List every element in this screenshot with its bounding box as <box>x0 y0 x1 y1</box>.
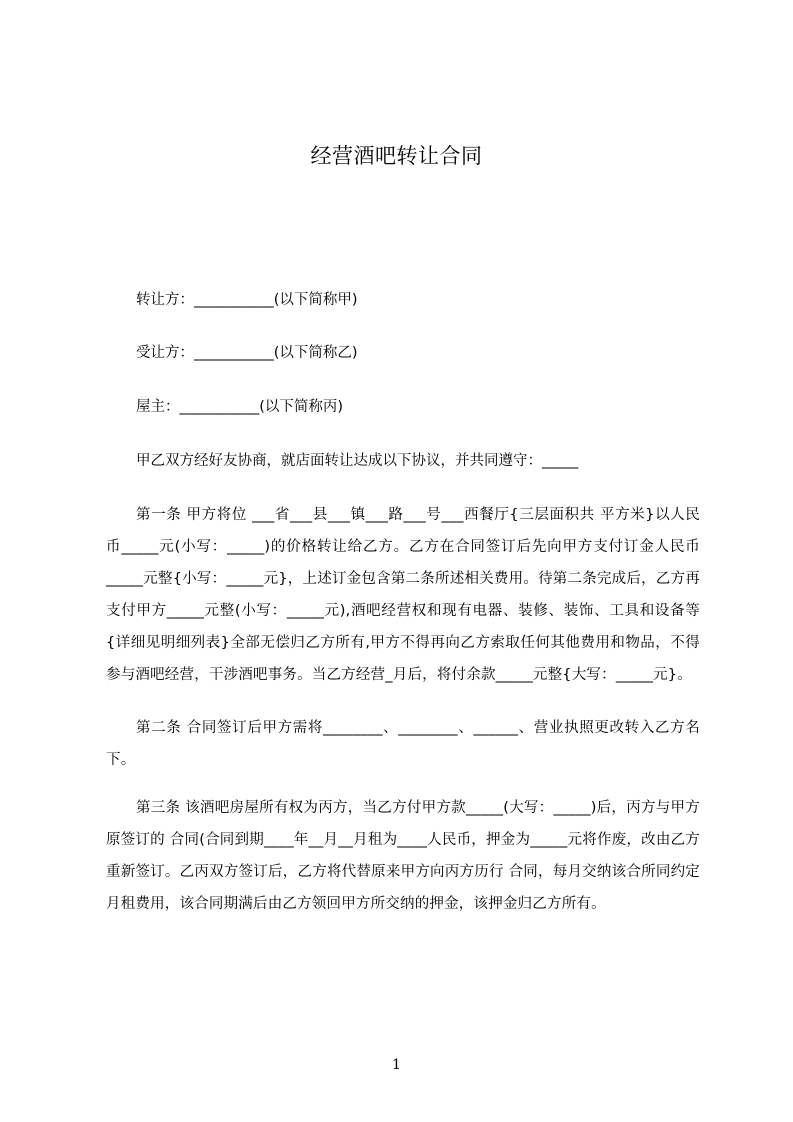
article-2: 第二条 合同签订后甲方需将________、________、______、营业执照更改转入乙方名下。 <box>106 720 700 768</box>
party-landlord: 屋主：___________(以下简称丙) <box>136 399 344 415</box>
party-transferee: 受让方：___________(以下简称乙) <box>136 345 358 361</box>
article-3: 第三条 该酒吧房屋所有权为丙方，当乙方付甲方款_____(大写：_____)后，丙方与甲方原签订的 合同(合同到期____年__月__月租为____人民币，押金为_____元将作废，改由乙方重新签订。乙丙双方签订后，乙方将代替原来甲方向丙方历行 合同，每月交纳该合所同约定月租费用，该合同期满后由乙方领回甲方所交纳的押金，该押金归乙方所有。 <box>106 800 700 912</box>
article-1: 第一条 甲方将位 ___省___县___镇___路___号___西餐厅{三层面积共 平方米}以人民币_____元(小写：_____)的价格转让给乙方。乙方在合同签订后先向甲方支付订金人民币_____元整{小写：_____元}，上述订金包含第二条所述相关费用。待第二条完成后，乙方再支付甲方_____元整(小写：_____元),酒吧经营权和现有电器、装修、装饰、工具和设备等{详细见明细列表}全部无偿归乙方所有,甲方不得再向乙方索取任何其他费用和物品，不得参与酒吧经营，干涉酒吧事务。当乙方经营_月后，将付余款_____元整{大写：_____元}。 <box>106 507 700 683</box>
party-transferor: 转让方：___________(以下简称甲) <box>136 292 358 308</box>
contract-title: 经营酒吧转让合同 <box>310 144 483 168</box>
agreement-intro: 甲乙双方经好友协商，就店面转让达成以下协议，并共同遵守：_____ <box>136 453 579 469</box>
page-number: 1 <box>392 1057 401 1073</box>
